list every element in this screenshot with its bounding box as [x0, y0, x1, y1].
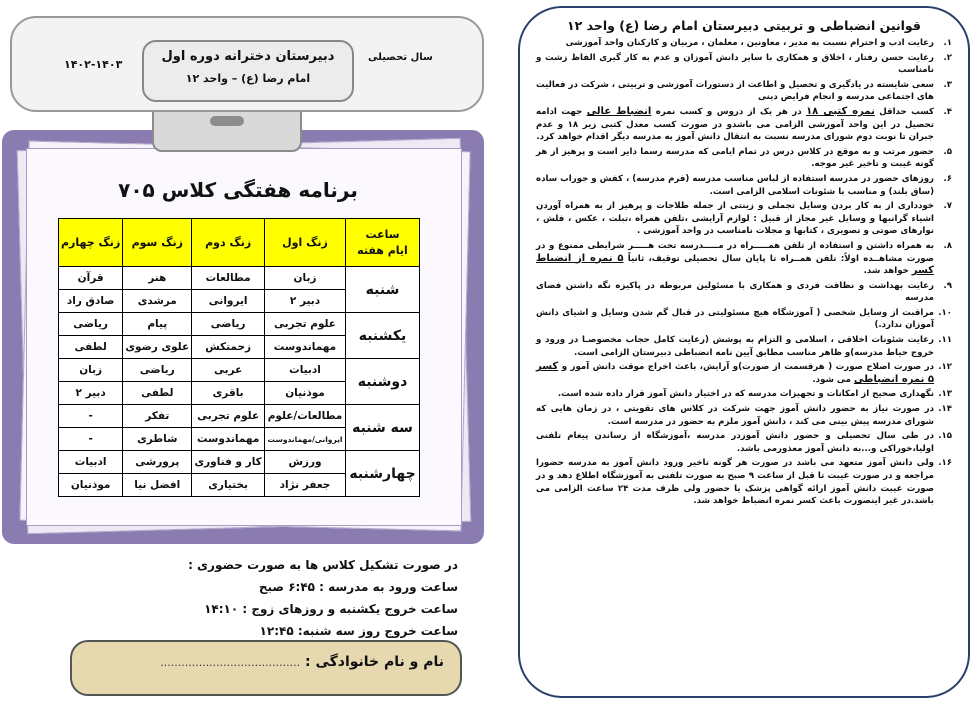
rule-text: مراقبت از وسایل شخصی ( آموزشگاه هیچ مسئولیتی در قبال گم شدن وسایل و اشیای دانش آموزان ندارد.): [536, 307, 934, 331]
subject-cell: ادبیات: [265, 359, 346, 382]
rule-text: رعایت بهداشت و نظافت فردی و همکاری با مسئولین مربوطه در پاکیزه نگه داشتن فضای مدرسه: [536, 280, 934, 304]
schedule-row: [59, 313, 420, 336]
teacher-cell: باقری: [192, 382, 265, 405]
corner-day-label: ایام هفته: [357, 243, 408, 257]
column-header: زنگ سوم: [123, 219, 192, 267]
rule-text: [536, 241, 934, 276]
schedule-corner-cell: [346, 219, 420, 267]
rule-item: [536, 361, 952, 386]
teacher-cell: بختیاری: [192, 474, 265, 497]
teacher-cell: دبیر ۲: [59, 382, 123, 405]
day-cell: چهارشنبه: [346, 451, 420, 497]
subject-cell: پیام: [123, 313, 192, 336]
rule-item: [536, 388, 952, 401]
teacher-cell: لطفی: [123, 382, 192, 405]
teacher-cell: دبیر ۲: [265, 290, 346, 313]
schedule-row: [59, 267, 420, 290]
column-header: زنگ اول: [265, 219, 346, 267]
rule-item: [536, 280, 952, 305]
rule-item: [536, 173, 952, 198]
rule-item: [536, 106, 952, 144]
teacher-cell: علوی رضوی: [123, 336, 192, 359]
corner-time-label: ساعت: [365, 227, 400, 241]
rule-number: ۱۴.: [938, 404, 952, 415]
rule-text-part: در صورت اصلاح صورت ( هرقسمت از صورت)و آرایش، باعث اخراج موقت دانش آموز و: [558, 362, 934, 373]
rule-number: ۱۶.: [938, 458, 952, 469]
teacher-cell: جعفر نژاد: [265, 474, 346, 497]
rule-text: نگهداری صحیح از امکانات و تجهیزات مدرسه که در اختیار دانش آموز قرار داده شده است.: [557, 389, 934, 400]
teacher-cell: ایروانی/مهماندوست: [265, 428, 346, 451]
rule-number: ۷.: [943, 201, 952, 212]
rule-text-part: خواهد شد.: [863, 266, 912, 277]
rule-text-part: کسب حداقل: [874, 106, 934, 117]
rules-panel: [518, 6, 970, 698]
rule-text: روزهای حضور در مدرسه استفاده از لباس مناسب مدرسه (فرم مدرسه) ، کفش و جوراب ساده (ساق بلند) و مناسب با شئونات اسلامی الزامی است.: [536, 173, 934, 197]
subject-cell: ورزش: [265, 451, 346, 474]
rule-item: [536, 37, 952, 50]
weekly-program-title: برنامه هفتگی کلاس ۷۰۵: [118, 178, 358, 202]
rule-text-part: می شود.: [812, 374, 854, 385]
day-cell: یکشنبه: [346, 313, 420, 359]
rule-number: ۹.: [943, 280, 952, 291]
column-header: زنگ دوم: [192, 219, 265, 267]
rule-text: سعی شایسته در یادگیری و تحصیل و اطاعت از دستورات آموزشی و تربیتی ، شرکت در فعالیت های اجتماعی مدرسه و انجام فرایض دینی: [536, 79, 934, 103]
subject-cell: ریاضی: [123, 359, 192, 382]
exit-time-even-days: ساعت خروج یکشنبه و روزهای زوج : ۱۴:۱۰: [204, 602, 458, 616]
day-cell: سه شنبه: [346, 405, 420, 451]
name-fill-line: ........................................: [160, 656, 301, 669]
teacher-cell: موذنیان: [265, 382, 346, 405]
exit-time-tuesday: ساعت خروج روز سه شنبه: ۱۲:۴۵: [259, 624, 458, 638]
column-header: زنگ چهارم: [59, 219, 123, 267]
teacher-cell: لطفی: [59, 336, 123, 359]
rule-item: [536, 403, 952, 428]
rule-highlight: ۵ نمره از انضباط کسر: [536, 252, 934, 277]
student-name-box: [70, 640, 462, 696]
notes-intro: در صورت تشکیل کلاس ها به صورت حضوری :: [188, 558, 458, 572]
subject-cell: عربی: [192, 359, 265, 382]
rule-number: ۲.: [943, 52, 952, 63]
rule-number: ۶.: [943, 173, 952, 184]
day-cell: دوشنبه: [346, 359, 420, 405]
rule-text: خودداری از به کار بردن وسایل تجملی و زینتی از جمله طلاجات و پرهیز از به همراه آوردن اشیاء گرانبها و وسایل غیر مجاز از قبیل : لوازم آرایشی ،تلفن همراه ،تبلت ، عکس ، فلش ، نوارهای صوتی و تصویری ، کتابها و مجلات نامناسب در واحد آموزشی .: [536, 201, 934, 237]
clipboard-clip-hole: [210, 116, 244, 126]
rule-text: حضور مرتب و به موقع در کلاس درس در تمام ایامی که مدرسه رسما دایر است و پرهیز از هر گونه غیبت و تاخیر غیر موجه.: [536, 146, 934, 170]
rule-item: [536, 334, 952, 359]
rule-number: ۱۱.: [938, 335, 952, 346]
rule-text: [536, 362, 934, 385]
subject-cell: ریاضی: [192, 313, 265, 336]
schedule-header-row: [59, 219, 420, 267]
teacher-cell: مهماندوست: [192, 428, 265, 451]
schedule-row: [59, 359, 420, 382]
rules-list: [536, 37, 952, 508]
name-label: نام و نام خانوادگی :: [304, 654, 444, 670]
teacher-cell: شاطری: [123, 428, 192, 451]
attendance-notes: [170, 554, 458, 642]
rule-number: ۱۵.: [938, 431, 952, 442]
rule-item: [536, 240, 952, 278]
academic-year-label: سال تحصیلی: [368, 52, 433, 63]
schedule-row: [59, 405, 420, 428]
rule-item: [536, 457, 952, 507]
subject-cell: پرورشی: [123, 451, 192, 474]
teacher-cell: زحمتکش: [192, 336, 265, 359]
rule-highlight: نمره کتبی ۱۸: [806, 105, 875, 117]
subject-cell: قرآن: [59, 267, 123, 290]
rule-text: رعایت ادب و احترام نسبت به مدیر ، معاونین ، معلمان ، مربیان و کارکنان واحد آموزشی: [565, 38, 934, 48]
subject-cell: مطالعات/علوم: [265, 405, 346, 428]
subject-cell: هنر: [123, 267, 192, 290]
rule-text: در طی سال تحصیلی و حضور دانش آموزدر مدرسه ،آموزشگاه از رساندن پیغام تلفنی اولیا،خوراکی و...به دانش آموز معذورمی باشد.: [536, 431, 934, 454]
rule-highlight: کسر ۵ نمره انضباطی: [536, 361, 934, 385]
day-cell: شنبه: [346, 267, 420, 313]
school-name-plate: [142, 40, 354, 102]
teacher-cell: -: [59, 428, 123, 451]
schedule-row: [59, 451, 420, 474]
rule-number: ۴.: [943, 106, 952, 117]
rule-text: ولی دانش آموز متعهد می باشد در صورت هر گونه تاخیر ورود دانش آموز به مدرسه حضورا مراجعه و در صورت غیبت تا قبل از ساعت ۹ صبح به صورت تلفنی به آموزشگاه اطلاع دهد و در صورت غیبت دانش آموز ارائه گواهی پزشک یا حضور ولی ظرف مدت ۲۴ ساعت الزامی می باشد.در غیر اینصورت باعث کسر نمره انضباط خواهد شد.: [536, 458, 934, 507]
academic-year-range: ۱۴۰۲-۱۴۰۳: [64, 58, 123, 71]
rule-item: [536, 430, 952, 455]
rule-item: [536, 200, 952, 238]
teacher-cell: افضل نیا: [123, 474, 192, 497]
rule-text-part: در هر یک از دروس و کسب نمره: [651, 106, 807, 117]
subject-cell: -: [59, 405, 123, 428]
rule-number: ۸.: [943, 240, 952, 251]
subject-cell: مطالعات: [192, 267, 265, 290]
school-branch: امام رضا (ع) – واحد ۱۲: [185, 72, 311, 85]
subject-cell: ریاضی: [59, 313, 123, 336]
teacher-cell: صادق راد: [59, 290, 123, 313]
rule-text: رعایت حسن رفتار ، اخلاق و همکاری با سایر دانش آموزان و عدم به کار گیری الفاظ زشت و نامناسب: [536, 52, 934, 76]
rule-text: [536, 107, 934, 142]
rule-item: [536, 307, 952, 332]
school-name: دبیرستان دخترانه دوره اول: [161, 49, 335, 64]
rule-text-part: به همراه داشتن و استفاده از تلفن همـــــراه در مـــــدرسه تحت هـــــر شرایطی ممنوع و در صورت مشاهــده اولاً: تلفن همــراه تا پایان سال تحصیلی توقیف، ثانیاً: [536, 240, 934, 264]
rule-number: ۱۲.: [938, 362, 952, 373]
subject-cell: علوم تجربی: [192, 405, 265, 428]
rule-number: ۵.: [943, 146, 952, 157]
rule-number: ۳.: [943, 79, 952, 90]
rule-item: [536, 146, 952, 171]
rule-text: رعایت شئونات اخلاقی ، اسلامی و التزام به پوشش (رعایت کامل حجاب مخصوصـا در ورود و خروج حیاط مدرسه)و ظاهر مناسب مطابق آیین نامه انضباطی دبیرستان الزامی است.: [536, 335, 934, 358]
rule-item: [536, 79, 952, 104]
rule-number: ۱۳.: [938, 389, 952, 400]
rule-text: در صورت نیاز به حضور دانش آموز جهت شرکت در کلاس های تقویتی ، در زمان هایی که شورای مدرسه پیش بینی می کند ، دانش آموز ملزم به حضور در مدرسه است.: [536, 404, 934, 427]
subject-cell: زبان: [59, 359, 123, 382]
subject-cell: زبان: [265, 267, 346, 290]
subject-cell: تفکر: [123, 405, 192, 428]
subject-cell: ادبیات: [59, 451, 123, 474]
rule-number: ۱۰.: [938, 307, 952, 318]
subject-cell: علوم تجربی: [265, 313, 346, 336]
teacher-cell: موذنیان: [59, 474, 123, 497]
rule-highlight: انضباط عالی: [586, 105, 652, 117]
rule-number: ۱.: [943, 38, 952, 48]
teacher-cell: مرشدی: [123, 290, 192, 313]
weekly-schedule-table: [58, 218, 420, 497]
entry-time: ساعت ورود به مدرسه : ۶:۴۵ صبح: [258, 580, 458, 594]
teacher-cell: مهماندوست: [265, 336, 346, 359]
rules-title: قوانین انضباطی و تربیتی دبیرستان امام رضا (ع) واحد ۱۲: [567, 18, 921, 33]
rule-item: [536, 52, 952, 77]
rule-text-part: جهت ادامه تحصیل در این واحد آموزشی الزامی می باشدو در صورت کسب معدل کتبی زیر ۱۸ و عدم جبران تا نوبت دوم شورای مدرسه نسبت به انتقال دانش آموز به مدرسه دیگر اقدام خواهد کرد.: [536, 106, 934, 143]
teacher-cell: ایروانی: [192, 290, 265, 313]
subject-cell: کار و فناوری: [192, 451, 265, 474]
